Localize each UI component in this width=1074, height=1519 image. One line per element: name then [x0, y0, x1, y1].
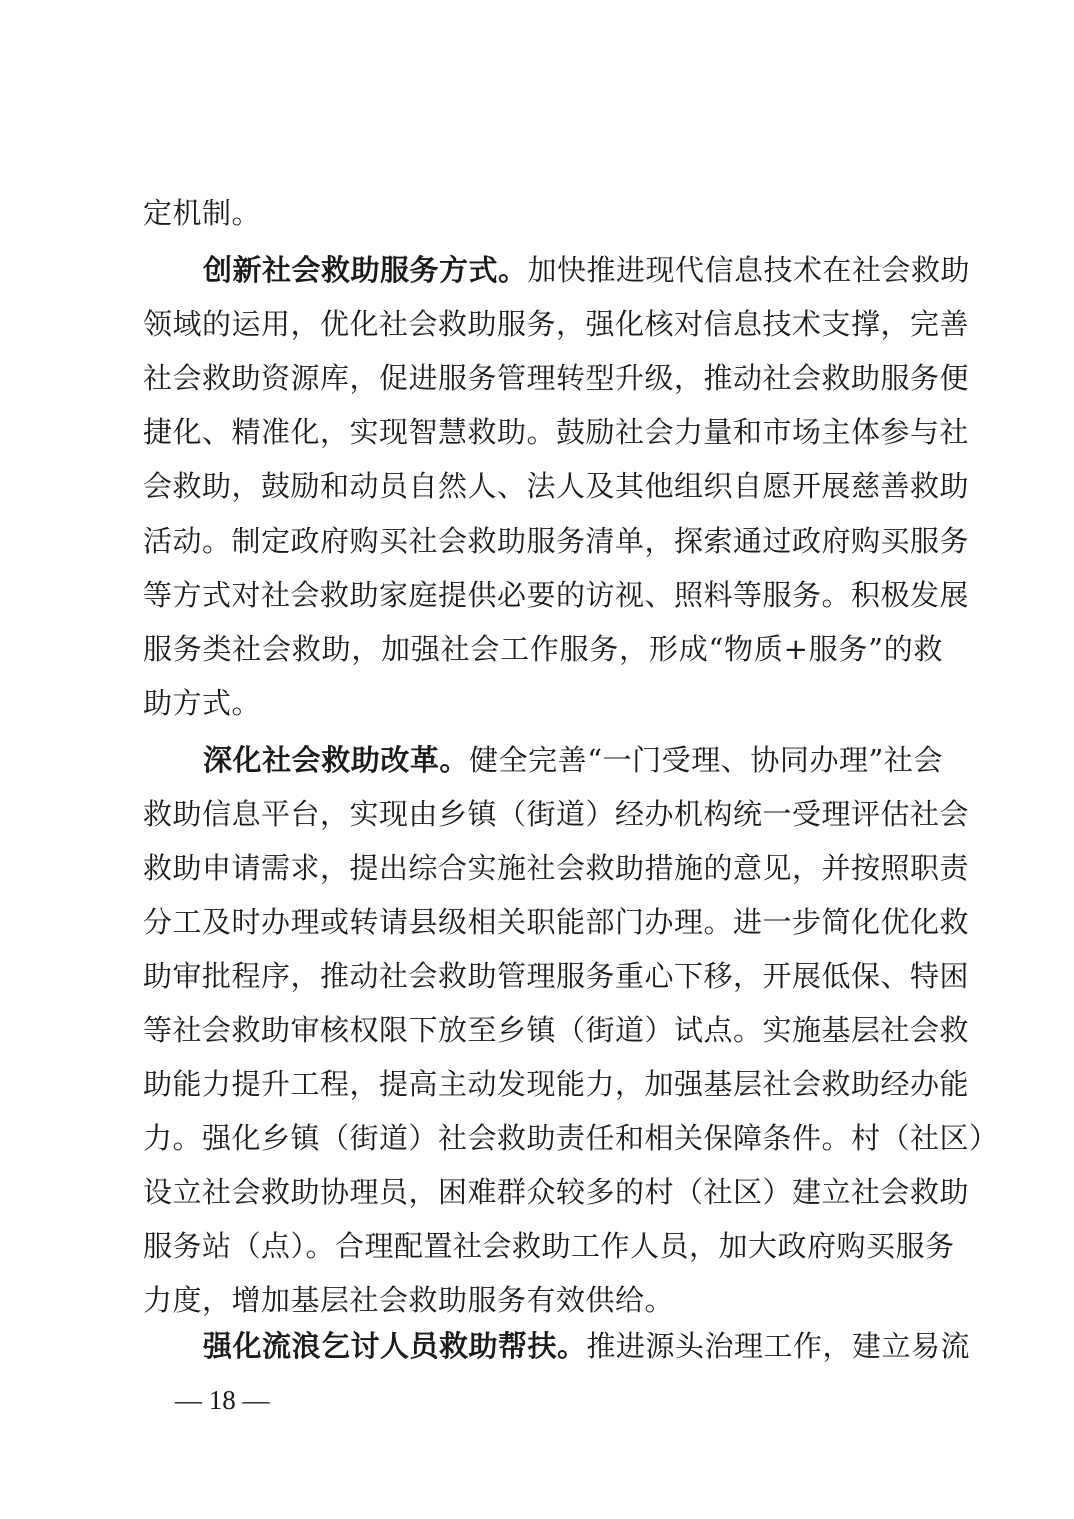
paragraph-text: 健全完善“一门受理、协同办理”社会: [468, 743, 943, 777]
paragraph-heading: 创新社会救助服务方式。: [203, 253, 528, 287]
paragraph-text: 推进源头治理工作，建立易流: [586, 1329, 971, 1363]
text-line: 力度，增加基层社会救助服务有效供给。: [143, 1283, 675, 1317]
text-line: 活动。制定政府购买社会救助服务清单，探索通过政府购买服务: [143, 524, 970, 558]
text-line: 等方式对社会救助家庭提供必要的访视、照料等服务。积极发展: [143, 578, 970, 612]
text-line: 救助申请需求，提出综合实施社会救助措施的意见，并按照职责: [143, 851, 970, 885]
text-line: 助方式。: [143, 686, 262, 720]
paragraph-heading: 强化流浪乞讨人员救助帮扶。: [203, 1329, 587, 1363]
text-line: 会救助，鼓励和动员自然人、法人及其他组织自愿开展慈善救助: [143, 469, 970, 503]
text-line: 救助信息平台，实现由乡镇（街道）经办机构统一受理评估社会: [143, 797, 970, 831]
text-line: 助审批程序，推动社会救助管理服务重心下移，开展低保、特困: [143, 959, 970, 993]
text-line: 捷化、精准化，实现智慧救助。鼓励社会力量和市场主体参与社: [143, 415, 970, 449]
text-line: 助能力提升工程，提高主动发现能力，加强基层社会救助经办能: [143, 1067, 970, 1101]
text-line: 领域的运用，优化社会救助服务，强化核对信息技术支撑，完善: [143, 307, 970, 341]
paragraph-first-line: [203, 250, 971, 290]
text-line: 分工及时办理或转请县级相关职能部门办理。进一步简化优化救: [143, 905, 970, 939]
paragraph-first-line: [203, 740, 943, 780]
text-line: 定机制。: [143, 196, 262, 230]
text-line: 社会救助资源库，促进服务管理转型升级，推动社会救助服务便: [143, 361, 970, 395]
text-line: 设立社会救助协理员，困难群众较多的村（社区）建立社会救助: [143, 1175, 970, 1209]
text-line: 力。强化乡镇（街道）社会救助责任和相关保障条件。村（社区）: [143, 1121, 999, 1155]
text-line: 服务类社会救助，加强社会工作服务，形成“物质+服务”的救: [143, 632, 943, 666]
paragraph-heading: 深化社会救助改革。: [203, 743, 469, 777]
paragraph-first-line: [203, 1326, 971, 1366]
text-line: 服务站（点）。合理配置社会救助工作人员，加大政府购买服务: [143, 1229, 955, 1263]
page-number: — 18 —: [175, 1385, 270, 1415]
text-line: 等社会救助审核权限下放至乡镇（街道）试点。实施基层社会救: [143, 1013, 970, 1047]
paragraph-text: 加快推进现代信息技术在社会救助: [527, 253, 971, 287]
